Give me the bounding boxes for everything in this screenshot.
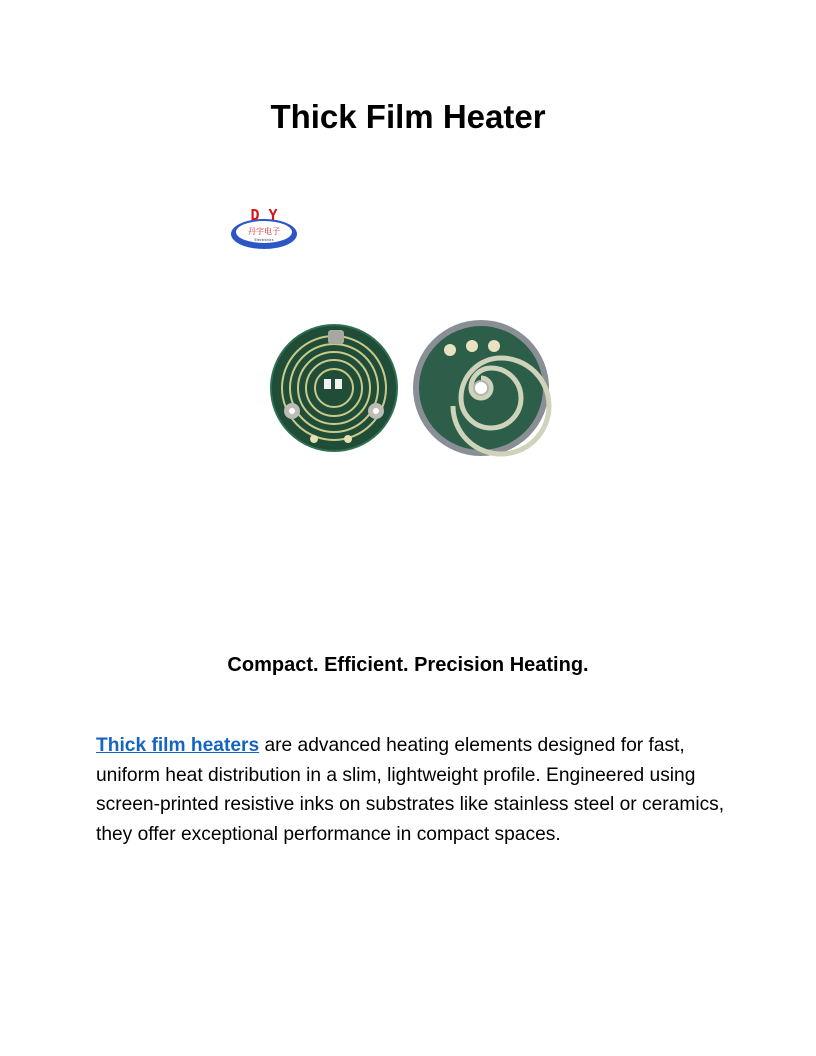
brand-logo	[229, 204, 299, 254]
logo-letters: D Y	[250, 206, 278, 224]
logo-chinese: 丹宇电子	[248, 227, 280, 236]
product-photo	[268, 318, 552, 458]
heater-disc-left	[271, 325, 397, 451]
tagline: Compact. Efficient. Precision Heating.	[227, 654, 589, 676]
intro-paragraph	[96, 731, 736, 849]
thick-film-heaters-link[interactable]: Thick film heaters	[96, 735, 260, 756]
heater-disc-right	[413, 320, 549, 456]
logo-small-text: Electronics	[254, 238, 274, 242]
intro-paragraph-body: are advanced heating elements designed for fast, uniform heat distribution in a slim, lightweight profile. Engineered using screen-printed resistive inks on substrates like stainless steel or ceramics, they offer exceptional performance in compact spaces.	[96, 735, 725, 845]
page-title: Thick Film Heater	[270, 98, 546, 135]
